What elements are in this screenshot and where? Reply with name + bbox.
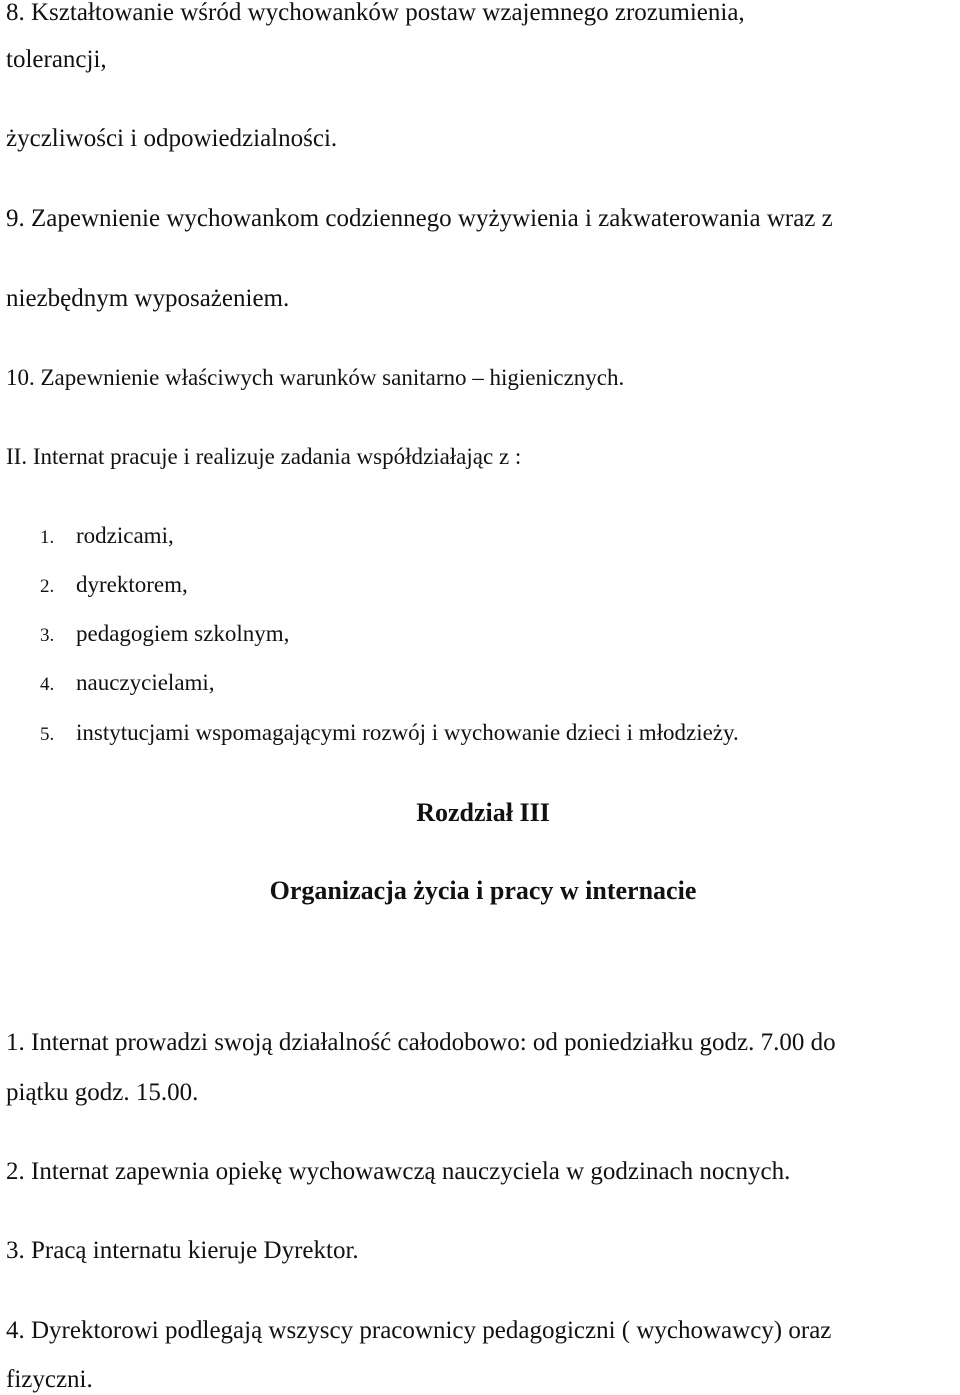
- text-line-section-ii: II. Internat pracuje i realizuje zadania współdziałając z :: [6, 444, 522, 469]
- list-item: [40, 571, 188, 601]
- list-item-number: 2.: [40, 576, 55, 597]
- list-item-number: 4.: [40, 674, 55, 695]
- list-item-text: instytucjami wspomagającymi rozwój i wychowanie dzieci i młodzieży.: [76, 720, 739, 745]
- text-line-rule-2: 2. Internat zapewnia opiekę wychowawczą nauczyciela w godzinach nocnych.: [6, 1158, 791, 1185]
- text-line-rule-1: 1. Internat prowadzi swoją działalność całodobowo: od poniedziałku godz. 7.00 do: [6, 1029, 836, 1056]
- chapter-number: Rozdział III: [416, 798, 550, 827]
- text-line-item-9: 9. Zapewnienie wychowankom codziennego wyżywienia i zakwaterowania wraz z: [6, 205, 833, 232]
- list-item: [40, 719, 739, 749]
- list-item: [40, 669, 215, 699]
- list-item-text: rodzicami,: [76, 523, 174, 548]
- text-line-rule-4-cont: fizyczni.: [6, 1366, 93, 1393]
- list-item-text: pedagogiem szkolnym,: [76, 621, 290, 646]
- text-line-item-9-cont: niezbędnym wyposażeniem.: [6, 285, 290, 312]
- list-item: [40, 620, 289, 650]
- text-line-item-8-cont: tolerancji,: [6, 46, 107, 73]
- list-item-number: 3.: [40, 625, 55, 646]
- list-item: [40, 522, 174, 552]
- list-item-text: nauczycielami,: [76, 670, 215, 695]
- text-line-rule-1-cont: piątku godz. 15.00.: [6, 1079, 199, 1106]
- list-item-text: dyrektorem,: [76, 572, 188, 597]
- list-item-number: 5.: [40, 724, 55, 745]
- list-item-number: 1.: [40, 527, 55, 548]
- text-line-item-8-cont2: życzliwości i odpowiedzialności.: [6, 125, 338, 152]
- text-line-rule-3: 3. Pracą internatu kieruje Dyrektor.: [6, 1237, 359, 1264]
- chapter-title: Organizacja życia i pracy w internacie: [269, 876, 697, 905]
- text-line-item-10: 10. Zapewnienie właściwych warunków sanitarno – higienicznych.: [6, 365, 625, 390]
- text-line-item-8: 8. Kształtowanie wśród wychowanków postaw wzajemnego zrozumienia,: [6, 0, 745, 26]
- text-line-rule-4: 4. Dyrektorowi podlegają wszyscy pracownicy pedagogiczni ( wychowawcy) oraz: [6, 1317, 832, 1344]
